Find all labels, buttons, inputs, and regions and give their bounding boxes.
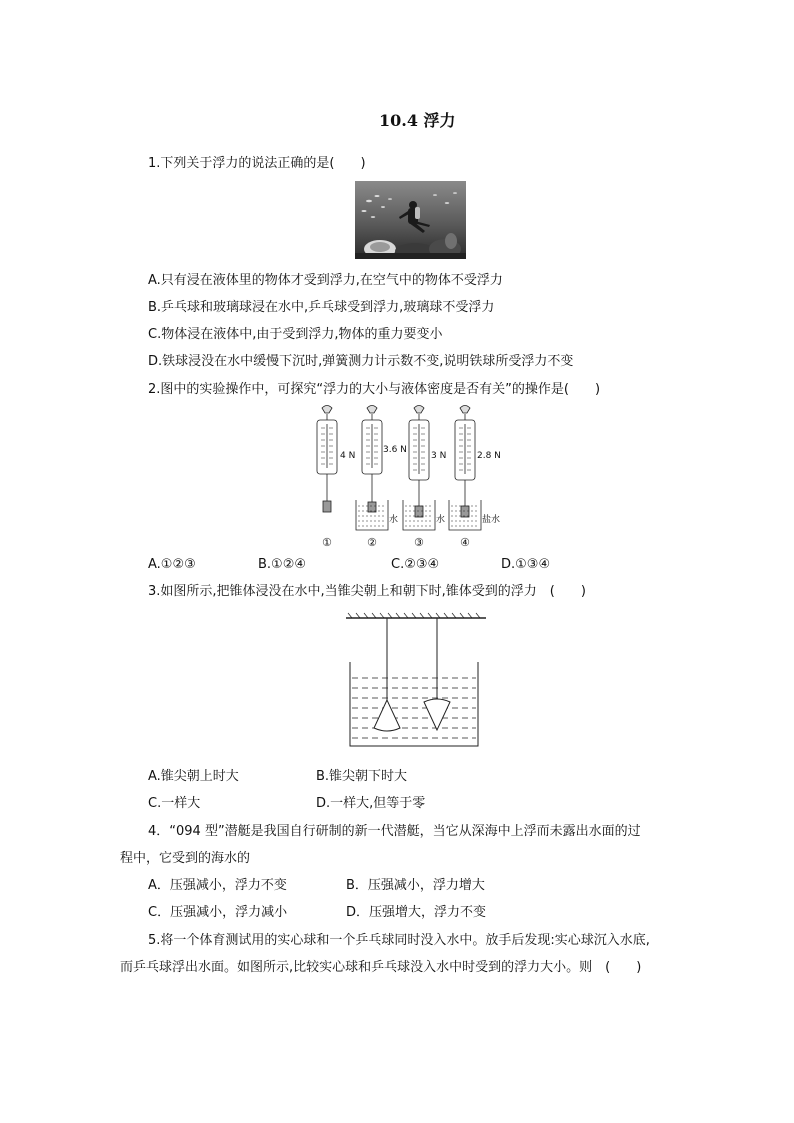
- q2-option-d: D.①③④: [501, 557, 551, 572]
- liquid-label-2: 水: [389, 515, 399, 525]
- spring-scale-1: [317, 406, 337, 513]
- figure-number-1: ①: [322, 536, 332, 549]
- q5-stem-line2: 而乒乓球浮出水面。如图所示,比较实心球和乒乓球没入水中时受到的浮力大小。则 ( ): [120, 960, 642, 975]
- q4-option-a: A．压强减小，浮力不变: [148, 878, 287, 893]
- q2-option-b: B.①②④: [258, 557, 307, 572]
- spring-scale-experiment-figure: [300, 402, 520, 552]
- q1-option-d: D.铁球浸没在水中缓慢下沉时,弹簧测力计示数不变,说明铁球所受浮力不变: [148, 354, 574, 369]
- figure-number-2: ②: [367, 536, 377, 549]
- q3-option-c: C.一样大: [148, 796, 201, 811]
- reading-1: 4 N: [340, 451, 356, 461]
- page-title: 10.4 浮力: [379, 111, 456, 130]
- reading-4: 2.8 N: [477, 451, 501, 461]
- q4-stem-line2: 程中，它受到的海水的: [120, 851, 251, 866]
- q1-option-b: B.乒乓球和玻璃球浸在水中,乒乓球受到浮力,玻璃球不受浮力: [148, 300, 495, 315]
- q3-option-a: A.锥尖朝上时大: [148, 769, 239, 784]
- q1-option-a: A.只有浸在液体里的物体才受到浮力,在空气中的物体不受浮力: [148, 273, 503, 288]
- spring-scale-2: [356, 406, 388, 531]
- liquid-label-4: 盐水: [482, 515, 501, 525]
- reading-3: 3 N: [431, 451, 447, 461]
- cone-in-water-figure: [340, 612, 490, 752]
- cone-tip-up: [374, 700, 400, 731]
- q3-option-d: D.一样大,但等于零: [316, 796, 426, 811]
- diver-photo: [355, 181, 466, 259]
- liquid-label-3: 水: [436, 515, 446, 525]
- reading-2: 3.6 N: [383, 445, 407, 455]
- q2-option-c: C.②③④: [391, 557, 440, 572]
- figure-number-4: ④: [460, 536, 470, 549]
- q3-stem: 3.如图所示,把锥体浸没在水中,当锥尖朝上和朝下时,锥体受到的浮力 ( ): [148, 584, 586, 599]
- q2-option-a: A.①②③: [148, 557, 196, 572]
- spring-scale-3: [403, 406, 435, 531]
- q4-option-d: D．压强增大，浮力不变: [346, 905, 487, 920]
- q5-stem-line1: 5.将一个体育测试用的实心球和一个乒乓球同时没入水中。放手后发现:实心球沉入水底,: [148, 933, 650, 948]
- q1-option-c: C.物体浸在液体中,由于受到浮力,物体的重力要变小: [148, 327, 443, 342]
- cone-tip-down: [424, 699, 450, 730]
- q4-option-b: B．压强减小，浮力增大: [346, 878, 485, 893]
- q1-stem: 1.下列关于浮力的说法正确的是( ): [148, 156, 366, 171]
- figure-number-3: ③: [414, 536, 424, 549]
- q4-option-c: C．压强减小，浮力减小: [148, 905, 288, 920]
- spring-scale-4: [449, 406, 481, 531]
- q3-option-b: B.锥尖朝下时大: [316, 769, 408, 784]
- q2-stem: 2.图中的实验操作中，可探究“浮力的大小与液体密度是否有关”的操作是( ): [148, 382, 601, 397]
- q4-stem-line1: 4．“094 型”潜艇是我国自行研制的新一代潜艇，当它从深海中上浮而未露出水面的过: [148, 824, 641, 839]
